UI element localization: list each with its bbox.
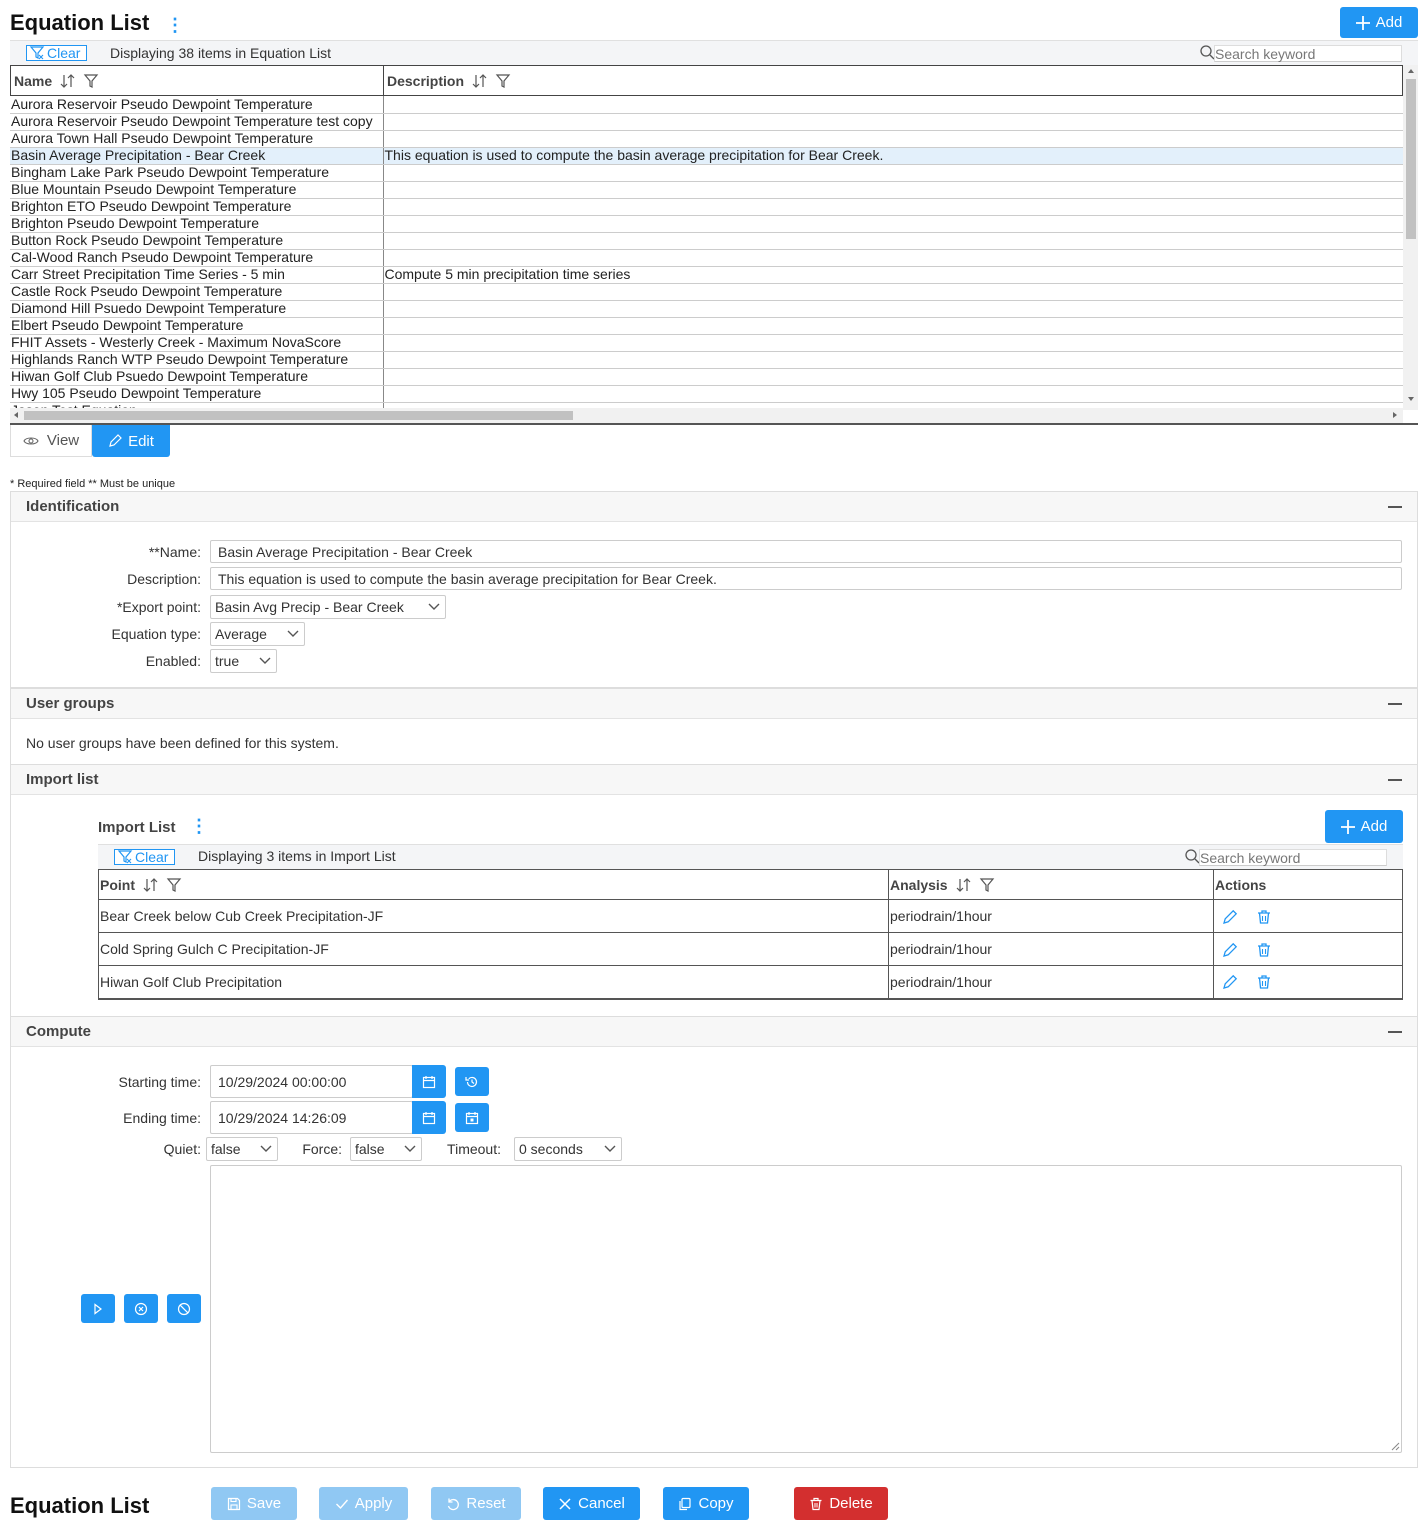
save-button[interactable]: Save (211, 1487, 297, 1520)
sort-icon[interactable] (143, 877, 159, 893)
chevron-down-icon (258, 656, 272, 666)
row-description-cell (383, 130, 1403, 147)
import-table (98, 869, 1403, 1000)
description-label: Description: (127, 571, 201, 587)
table-row[interactable] (10, 130, 1403, 147)
row-name-cell: Blue Mountain Pseudo Dewpoint Temperature (10, 181, 383, 198)
import-analysis-cell: periodrain/1hour (889, 900, 1214, 933)
import-point-cell: Hiwan Golf Club Precipitation (99, 966, 889, 999)
column-name-header[interactable]: Name (11, 66, 384, 95)
save-icon (227, 1497, 241, 1511)
enabled-select[interactable]: true (210, 649, 277, 673)
row-description-cell (383, 164, 1403, 181)
copy-icon (678, 1497, 692, 1511)
start-history-button[interactable] (455, 1067, 489, 1096)
table-row[interactable] (10, 385, 1403, 402)
filter-icon[interactable] (980, 878, 994, 892)
row-description-cell: This equation is used to compute the basin average precipitation for Bear Creek. (383, 147, 1403, 164)
identification-header[interactable]: Identification (11, 492, 1417, 522)
table-row[interactable] (10, 334, 1403, 351)
check-icon (335, 1497, 349, 1511)
import-menu-kebab-icon[interactable]: ⋮ (190, 816, 208, 836)
import-actions-cell (1214, 900, 1403, 933)
add-label: Add (1375, 14, 1403, 31)
row-name-cell: Bingham Lake Park Pseudo Dewpoint Temperature (10, 164, 383, 181)
undo-icon (446, 1497, 460, 1511)
starting-time-input[interactable]: 10/29/2024 00:00:00 (210, 1065, 413, 1098)
row-description-cell (383, 215, 1403, 232)
collapse-icon[interactable] (1388, 779, 1402, 781)
page-title: Equation List (10, 10, 150, 35)
row-name-cell: Basin Average Precipitation - Bear Creek (10, 147, 383, 164)
row-name-cell: Brighton Pseudo Dewpoint Temperature (10, 215, 383, 232)
chevron-down-icon (259, 1144, 273, 1154)
import-row[interactable] (99, 966, 1403, 999)
table-row[interactable] (10, 300, 1403, 317)
import-toolbar (98, 844, 1403, 869)
equation-type-select[interactable]: Average (210, 622, 305, 646)
starting-time-label: Starting time: (118, 1074, 201, 1090)
import-list-title: Import List (98, 819, 176, 836)
chevron-down-icon (603, 1144, 617, 1154)
delete-button[interactable]: Delete (794, 1487, 888, 1520)
apply-button[interactable]: Apply (319, 1487, 408, 1520)
user-groups-message: No user groups have been defined for this system. (26, 735, 339, 751)
export-point-label: *Export point: (116, 599, 201, 615)
compute-panel (10, 1016, 1418, 1468)
import-point-cell: Cold Spring Gulch C Precipitation-JF (99, 933, 889, 966)
import-analysis-cell: periodrain/1hour (889, 933, 1214, 966)
row-name-cell: Diamond Hill Psuedo Dewpoint Temperature (10, 300, 383, 317)
row-description-cell (383, 368, 1403, 385)
start-calendar-button[interactable] (412, 1065, 446, 1098)
row-description-cell (383, 300, 1403, 317)
description-field[interactable]: This equation is used to compute the basin average precipitation for Bear Creek. (210, 567, 1402, 590)
row-name-cell: Cal-Wood Ranch Pseudo Dewpoint Temperature (10, 249, 383, 266)
collapse-icon[interactable] (1388, 703, 1402, 705)
row-name-cell: Aurora Reservoir Pseudo Dewpoint Temperature (10, 96, 383, 113)
row-description-cell (383, 351, 1403, 368)
trash-icon[interactable] (1256, 974, 1272, 990)
plus-icon (1341, 820, 1355, 834)
row-name-cell: Castle Rock Pseudo Dewpoint Temperature (10, 283, 383, 300)
clear-output-button[interactable] (167, 1294, 201, 1323)
equation-toolbar (10, 40, 1418, 65)
table-row[interactable] (10, 232, 1403, 249)
row-name-cell: Elbert Pseudo Dewpoint Temperature (10, 317, 383, 334)
row-name-cell: FHIT Assets - Westerly Creek - Maximum NovaScore (10, 334, 383, 351)
equation-rows (10, 96, 1403, 420)
row-description-cell: Compute 5 min precipitation time series (383, 266, 1403, 283)
import-actions-cell (1214, 933, 1403, 966)
table-header (10, 65, 1403, 96)
calendar-today-icon (465, 1111, 479, 1125)
name-label: **Name: (148, 544, 201, 560)
calendar-icon (422, 1075, 436, 1089)
equation-type-label: Equation type: (111, 626, 201, 642)
ending-time-label: Ending time: (123, 1110, 201, 1126)
timeout-select[interactable]: 0 seconds (514, 1137, 622, 1161)
chevron-down-icon (427, 602, 441, 612)
trash-icon[interactable] (1256, 942, 1272, 958)
calendar-icon (422, 1111, 436, 1125)
end-calendar-button[interactable] (412, 1101, 446, 1134)
import-list-header[interactable]: Import list (11, 765, 1417, 795)
equation-table (10, 65, 1418, 425)
identification-panel (10, 491, 1418, 688)
row-name-cell: Hiwan Golf Club Psuedo Dewpoint Temperature (10, 368, 383, 385)
import-analysis-cell: periodrain/1hour (889, 966, 1214, 999)
item-count: Displaying 38 items in Equation List (110, 45, 332, 61)
end-now-button[interactable] (455, 1103, 489, 1132)
import-point-cell: Bear Creek below Cub Creek Precipitation-JF (99, 900, 889, 933)
play-icon (92, 1303, 104, 1315)
cancel-button[interactable]: Cancel (543, 1487, 640, 1520)
row-description-cell (383, 181, 1403, 198)
import-clear-filter-button[interactable]: Clear (114, 849, 175, 865)
stop-compute-button[interactable] (124, 1294, 158, 1323)
table-row[interactable] (10, 351, 1403, 368)
scroll-right-arrow-icon[interactable] (1393, 412, 1397, 418)
sort-icon[interactable] (60, 73, 76, 89)
table-row[interactable] (10, 147, 1403, 164)
close-icon (558, 1497, 572, 1511)
table-row[interactable] (10, 96, 1403, 113)
chevron-down-icon (403, 1144, 417, 1154)
force-label: Force: (302, 1141, 342, 1157)
filter-clear-icon (118, 850, 132, 864)
pencil-icon (108, 434, 122, 448)
column-description-header[interactable]: Description (384, 66, 1402, 95)
table-row[interactable] (10, 317, 1403, 334)
user-groups-panel (10, 688, 1418, 765)
compute-header[interactable]: Compute (11, 1017, 1417, 1047)
collapse-icon[interactable] (1388, 1031, 1402, 1033)
quiet-select[interactable]: false (206, 1137, 278, 1161)
search-icon (1200, 45, 1215, 60)
import-row[interactable] (99, 900, 1403, 933)
trash-icon (809, 1497, 823, 1511)
required-note: * Required field ** Must be unique (10, 478, 176, 490)
search-input[interactable]: Search keyword (1214, 45, 1402, 62)
edit-icon[interactable] (1222, 942, 1238, 958)
row-description-cell (383, 96, 1403, 113)
row-name-cell: Highlands Ranch WTP Pseudo Dewpoint Temperature (10, 351, 383, 368)
clear-filter-button[interactable] (26, 45, 87, 61)
name-field[interactable]: Basin Average Precipitation - Bear Creek (210, 540, 1402, 563)
footer-title: Equation List (10, 1493, 150, 1518)
user-groups-header[interactable]: User groups (11, 689, 1417, 719)
table-row[interactable] (10, 266, 1403, 283)
row-name-cell: Brighton ETO Pseudo Dewpoint Temperature (10, 198, 383, 215)
ban-icon (177, 1302, 191, 1316)
add-equation-button[interactable] (1340, 7, 1418, 38)
edit-icon[interactable] (1222, 974, 1238, 990)
tab-edit[interactable]: Edit (92, 425, 170, 457)
row-description-cell (383, 317, 1403, 334)
scroll-left-arrow-icon[interactable] (14, 412, 18, 418)
enabled-label: Enabled: (145, 653, 201, 669)
chevron-down-icon (286, 629, 300, 639)
table-row[interactable] (10, 164, 1403, 181)
force-select[interactable]: false (350, 1137, 422, 1161)
row-name-cell: Aurora Reservoir Pseudo Dewpoint Temperature test copy (10, 113, 383, 130)
row-description-cell (383, 385, 1403, 402)
horizontal-scrollbar[interactable] (10, 408, 1403, 423)
scroll-down-arrow-icon[interactable] (1408, 397, 1414, 401)
table-row[interactable] (10, 215, 1403, 232)
row-description-cell (383, 113, 1403, 130)
column-analysis-header[interactable]: Analysis (889, 870, 1214, 900)
history-icon (465, 1075, 479, 1089)
sort-icon[interactable] (956, 877, 972, 893)
sort-icon[interactable] (472, 73, 488, 89)
page-menu-kebab-icon[interactable]: ⋮ (166, 15, 184, 35)
table-row[interactable] (10, 181, 1403, 198)
trash-icon[interactable] (1256, 909, 1272, 925)
timeout-label: Timeout: (447, 1141, 501, 1157)
filter-icon[interactable] (496, 74, 510, 88)
row-description-cell (383, 283, 1403, 300)
row-description-cell (383, 232, 1403, 249)
import-row[interactable] (99, 933, 1403, 966)
run-compute-button[interactable] (81, 1294, 115, 1323)
table-row[interactable] (10, 368, 1403, 385)
circle-x-icon (134, 1302, 148, 1316)
add-import-button[interactable]: Add (1325, 810, 1403, 843)
import-list-panel (10, 764, 1418, 1017)
scroll-up-arrow-icon[interactable] (1408, 69, 1414, 73)
import-item-count: Displaying 3 items in Import List (198, 848, 396, 864)
quiet-label: Quiet: (163, 1141, 201, 1157)
filter-icon[interactable] (84, 74, 98, 88)
row-description-cell (383, 198, 1403, 215)
vertical-scrollbar[interactable] (1403, 65, 1418, 410)
copy-button[interactable]: Copy (663, 1487, 749, 1520)
row-name-cell: Button Rock Pseudo Dewpoint Temperature (10, 232, 383, 249)
collapse-icon[interactable] (1388, 506, 1402, 508)
scroll-thumb[interactable] (1406, 79, 1416, 239)
reset-button[interactable]: Reset (431, 1487, 521, 1520)
table-row[interactable] (10, 249, 1403, 266)
plus-icon (1356, 16, 1370, 30)
resize-handle-icon[interactable] (1391, 1442, 1400, 1451)
export-point-select[interactable]: Basin Avg Precip - Bear Creek (210, 595, 446, 619)
h-scroll-thumb[interactable] (24, 411, 573, 420)
filter-icon[interactable] (167, 878, 181, 892)
table-row[interactable] (10, 113, 1403, 130)
column-point-header[interactable]: Point (99, 870, 889, 900)
row-name-cell: Hwy 105 Pseudo Dewpoint Temperature (10, 385, 383, 402)
table-row[interactable] (10, 198, 1403, 215)
compute-output-textarea[interactable] (210, 1165, 1402, 1453)
import-search-input[interactable]: Search keyword (1199, 849, 1387, 866)
row-description-cell (383, 334, 1403, 351)
import-actions-cell (1214, 966, 1403, 999)
clear-label: Clear (47, 45, 81, 61)
eye-icon (23, 435, 39, 447)
row-name-cell: Aurora Town Hall Pseudo Dewpoint Temperature (10, 130, 383, 147)
filter-clear-icon (30, 46, 44, 60)
table-row[interactable] (10, 283, 1403, 300)
tab-view[interactable]: View (10, 425, 92, 457)
ending-time-input[interactable]: 10/29/2024 14:26:09 (210, 1101, 413, 1134)
search-icon (1185, 849, 1200, 864)
edit-icon[interactable] (1222, 909, 1238, 925)
row-description-cell (383, 249, 1403, 266)
row-name-cell: Carr Street Precipitation Time Series - 5 min (10, 266, 383, 283)
column-actions-header: Actions (1214, 870, 1403, 900)
